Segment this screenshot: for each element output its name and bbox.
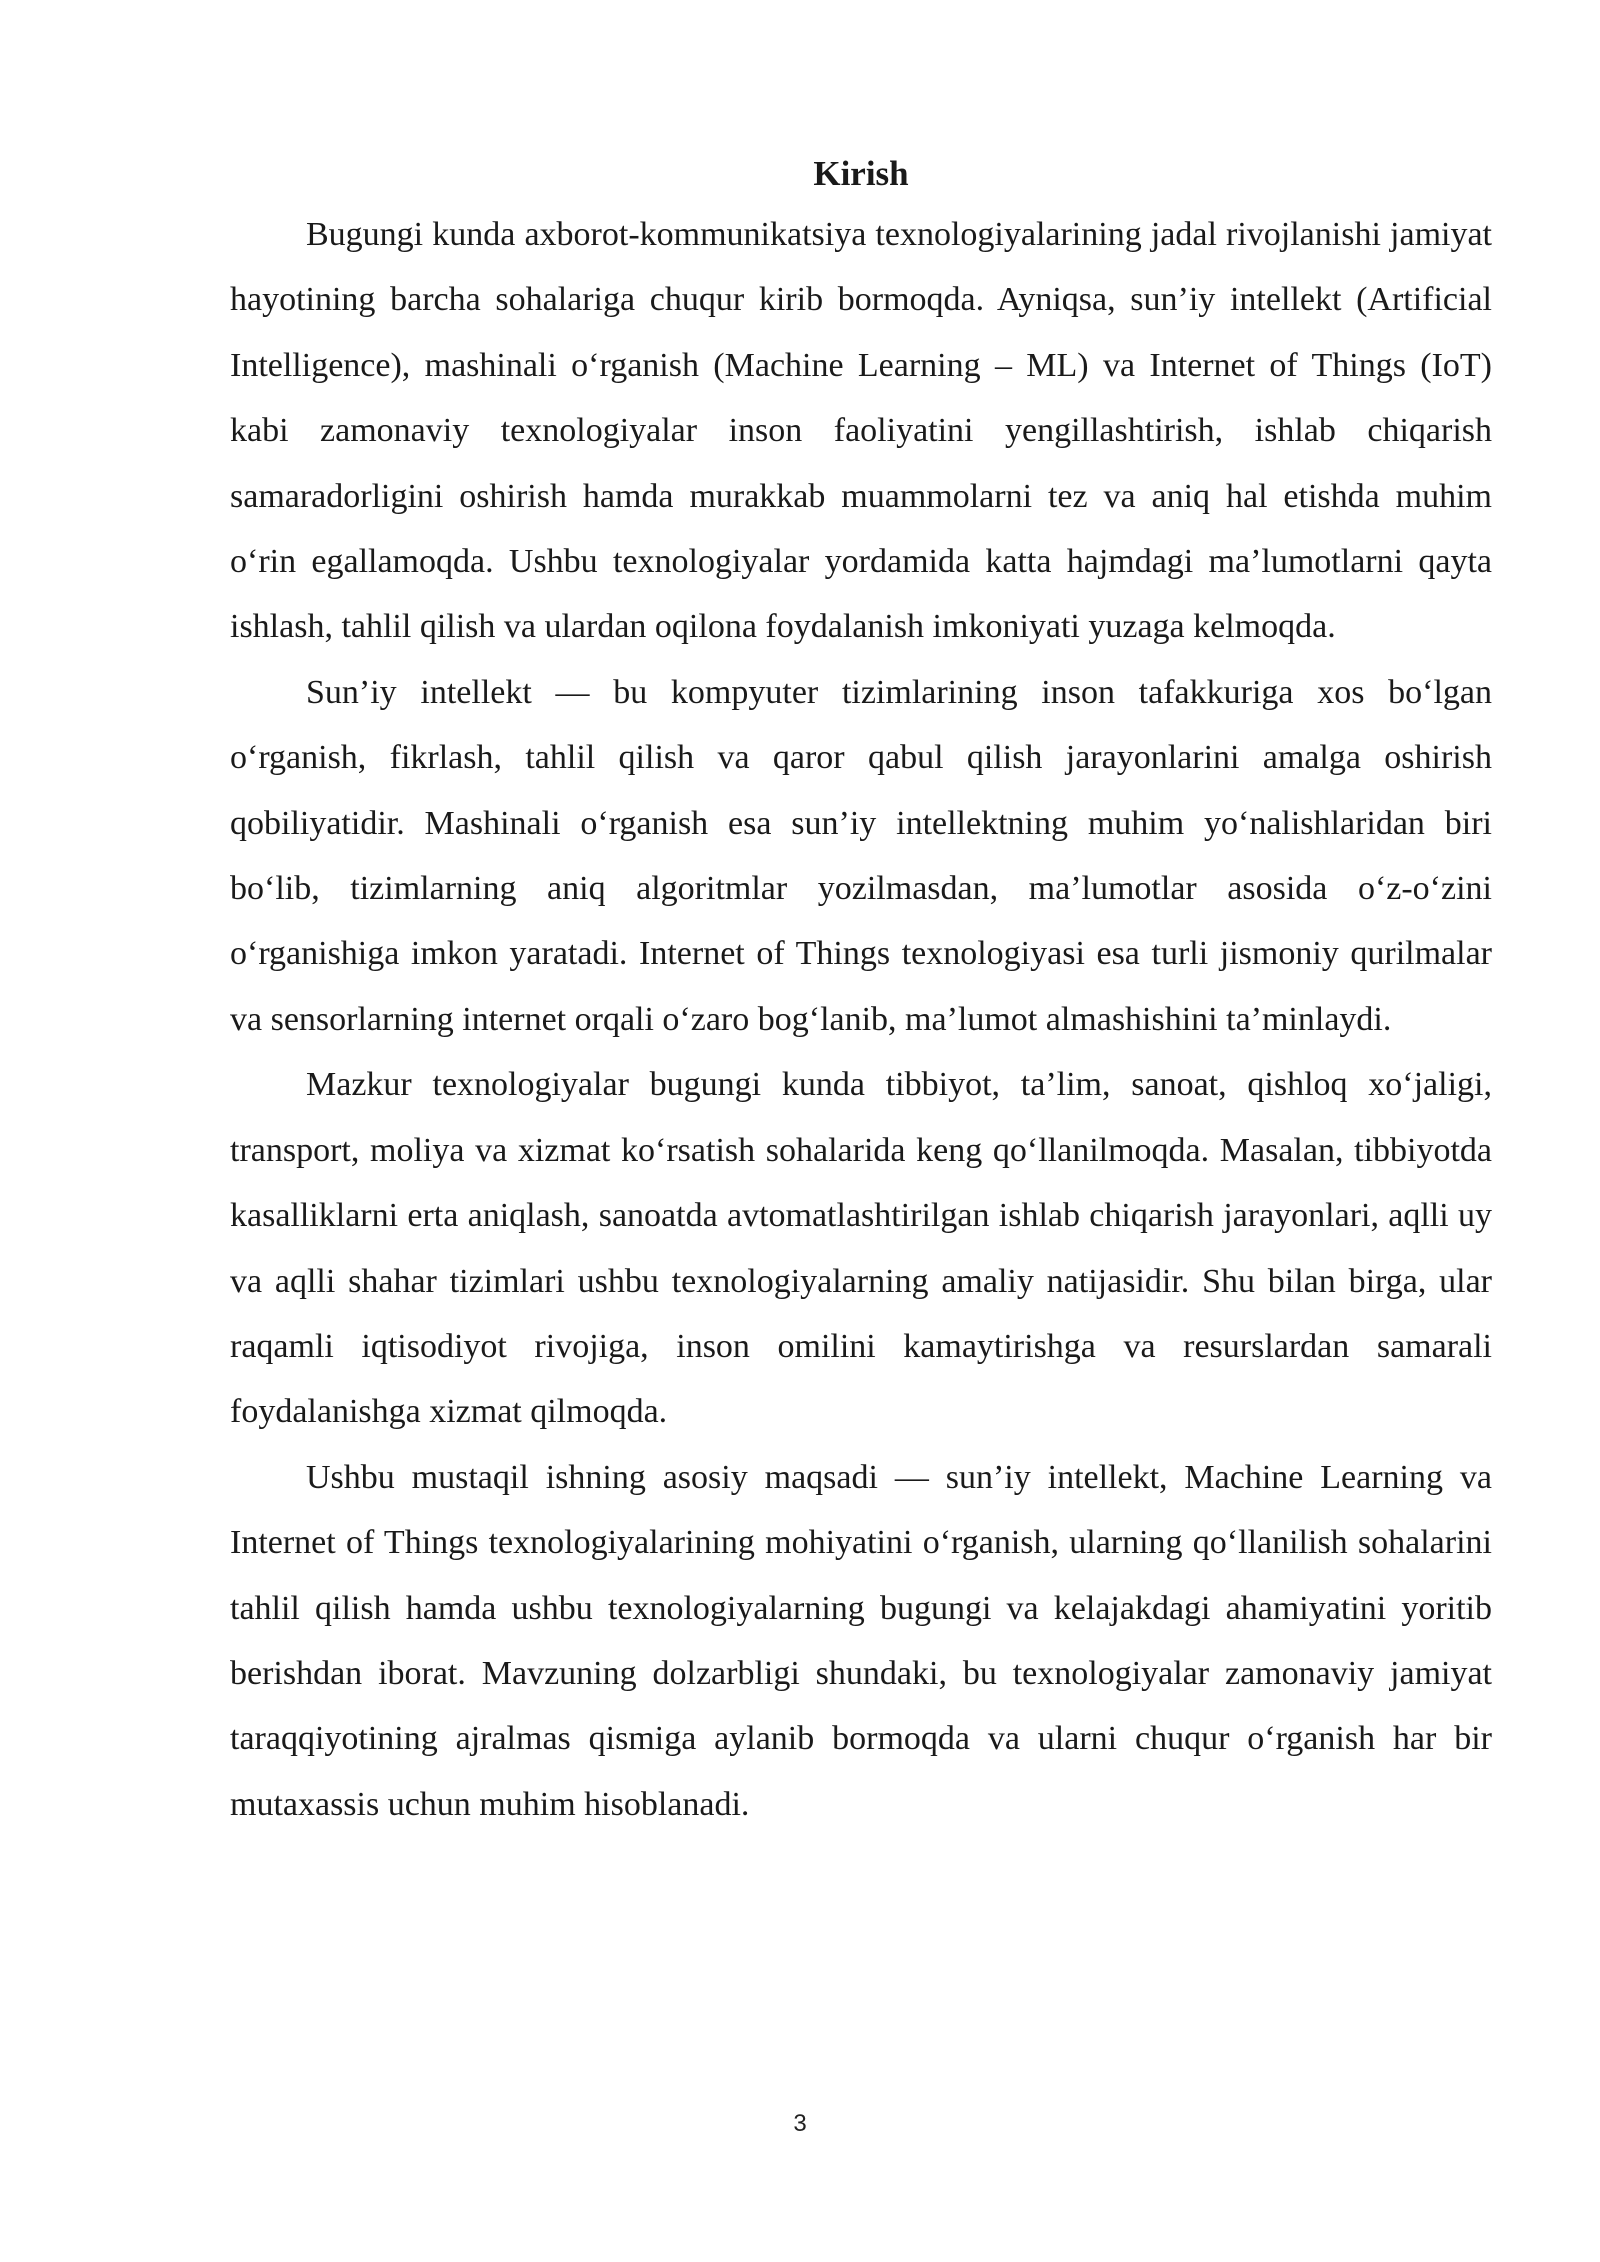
section-heading: Kirish: [813, 154, 909, 193]
document-page: [230, 150, 1492, 1837]
page-number: 3: [793, 2110, 807, 2137]
paragraph-2: Sun’iy intellekt — bu kompyuter tizimlarining inson tafakkuriga xos bo‘lgan o‘rganish, fikrlash, tahlil qilish va qaror qabul qilish jarayonlarini amalga oshirish qobiliyatidir. Mashinali o‘rganish esa sun’iy intellektning muhim yo‘nalishlaridan biri bo‘lib, tizimlarning aniq algoritmlar yozilmasdan, ma’lumotlar asosida o‘z-o‘zini o‘rganishiga imkon yaratadi. Internet of Things texnologiyasi esa turli jismoniy qurilmalar va sensorlarning internet orqali o‘zaro bog‘lanib, ma’lumot almashishini ta’minlaydi.: [230, 673, 1492, 1038]
paragraph-4: Ushbu mustaqil ishning asosiy maqsadi — sun’iy intellekt, Machine Learning va Internet of Things texnologiyalarining mohiyatini o‘rganish, ularning qo‘llanilish sohalarini tahlil qilish hamda ushbu texnologiyalarning bugungi va kelajakdagi ahamiyatini yoritib berishdan iborat. Mavzuning dolzarbligi shundaki, bu texnologiyalar zamonaviy jamiyat taraqqiyotining ajralmas qismiga aylanib bormoqda va ularni chuqur o‘rganish har bir mutaxassis uchun muhim hisoblanadi.: [230, 1458, 1492, 1823]
paragraph-1: Bugungi kunda axborot-kommunikatsiya texnologiyalarining jadal rivojlanishi jamiyat hayotining barcha sohalariga chuqur kirib bormoqda. Ayniqsa, sun’iy intellekt (Artificial Intelligence), mashinali o‘rganish (Machine Learning – ML) va Internet of Things (IoT) kabi zamonaviy texnologiyalar inson faoliyatini yengillashtirish, ishlab chiqarish samaradorligini oshirish hamda murakkab muammolarni tez va aniq hal etishda muhim o‘rin egallamoqda. Ushbu texnologiyalar yordamida katta hajmdagi ma’lumotlarni qayta ishlash, tahlil qilish va ulardan oqilona foydalanish imkoniyati yuzaga kelmoqda.: [230, 216, 1492, 646]
paragraph-3: Mazkur texnologiyalar bugungi kunda tibbiyot, ta’lim, sanoat, qishloq xo‘jaligi, transport, moliya va xizmat ko‘rsatish sohalarida keng qo‘llanilmoqda. Masalan, tibbiyotda kasalliklarni erta aniqlash, sanoatda avtomatlashtirilgan ishlab chiqarish jarayonlari, aqlli uy va aqlli shahar tizimlari ushbu texnologiyalarning amaliy natijasidir. Shu bilan birga, ular raqamli iqtisodiyot rivojiga, inson omilini kamaytirishga va resurslardan samarali foydalanishga xizmat qilmoqda.: [230, 1066, 1492, 1431]
